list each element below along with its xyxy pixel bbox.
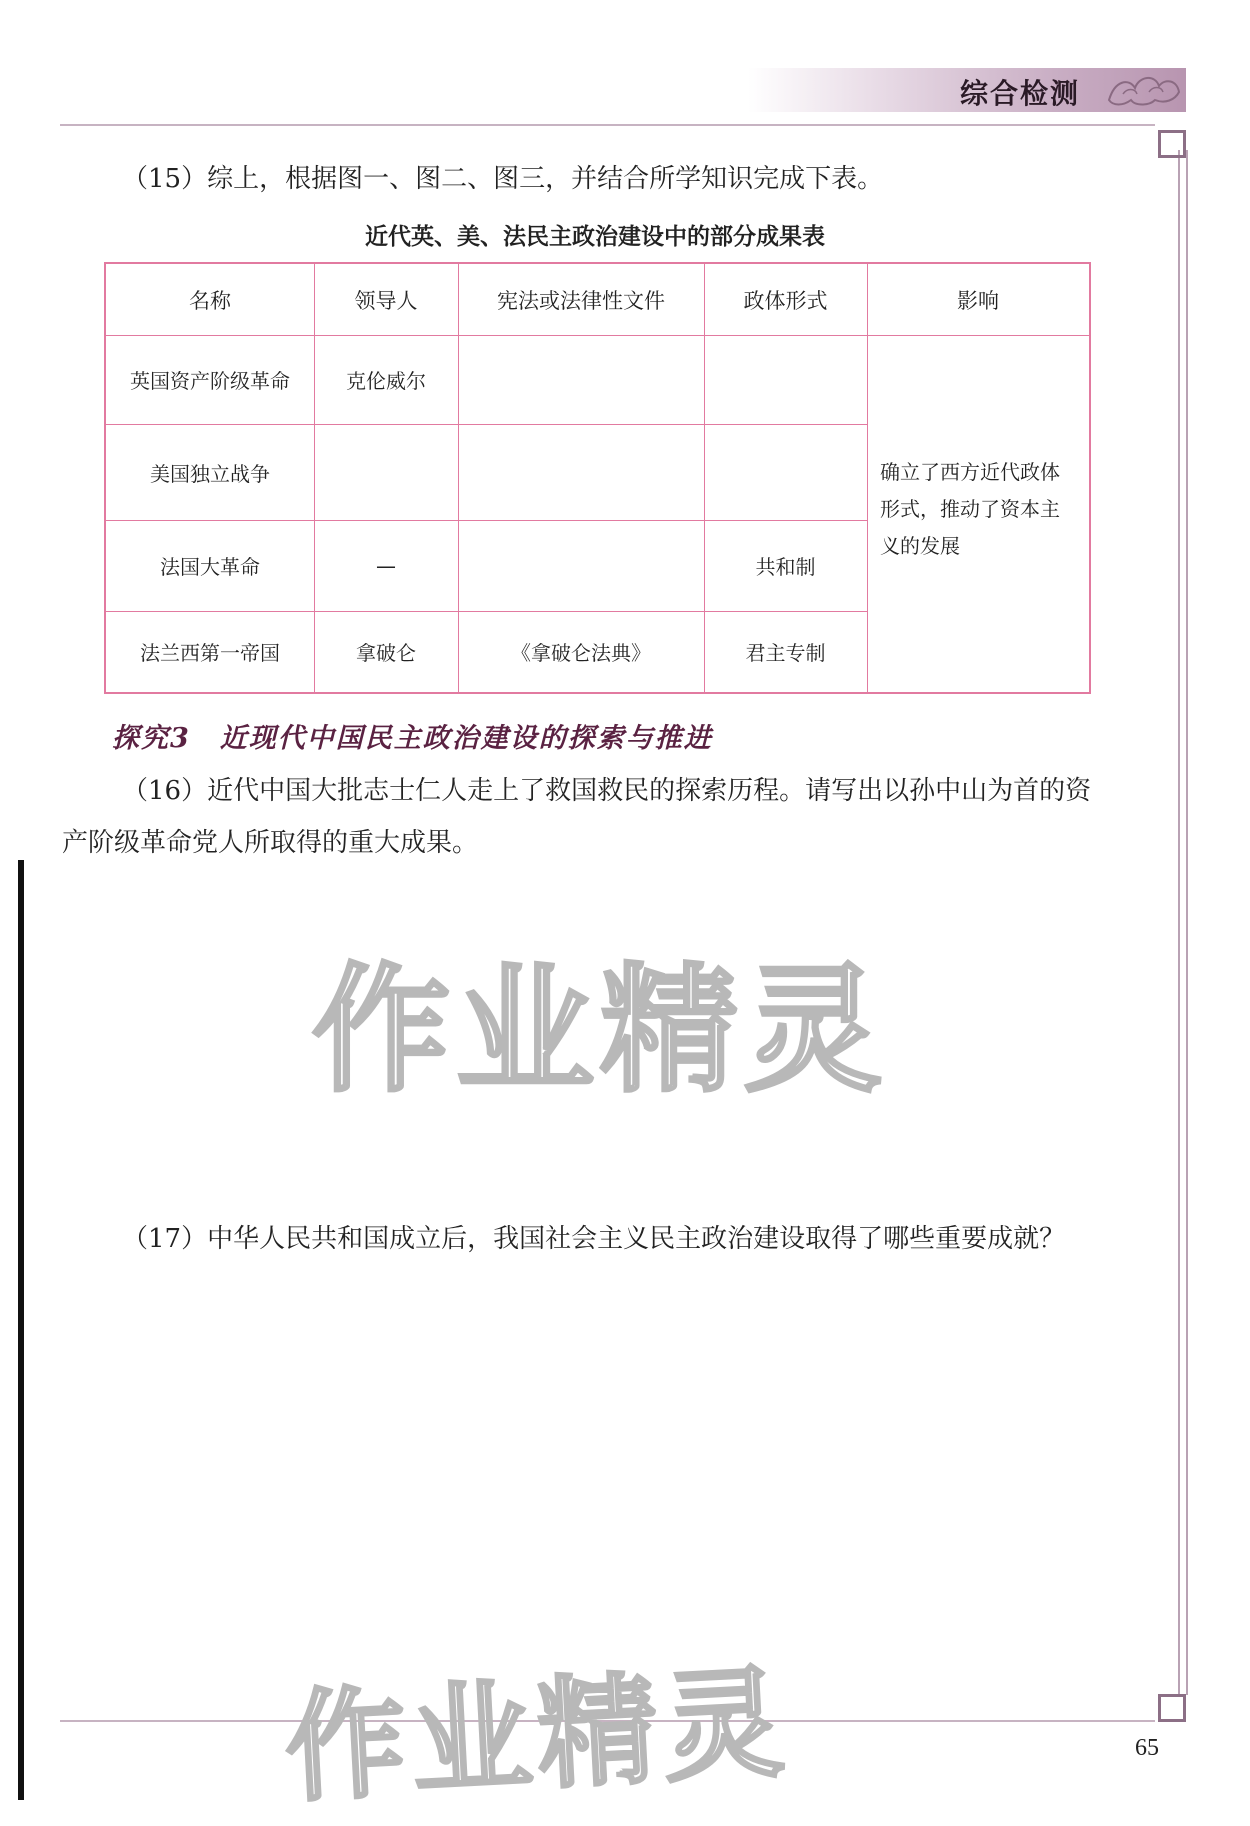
- row-name: 法兰西第一帝国: [140, 641, 280, 665]
- section-3-title: 探究3 近现代中国民主政治建设的探索与推进: [112, 723, 713, 754]
- row-document: [458, 335, 704, 424]
- row-regime: [704, 424, 867, 520]
- row-leader: 拿破仑: [356, 641, 416, 665]
- row-leader: [314, 424, 458, 520]
- row-name: 英国资产阶级革命: [130, 369, 290, 393]
- watermark: 作业精灵: [312, 950, 889, 1111]
- row-leader: 克伦威尔: [346, 369, 426, 393]
- question-17: （17）中华人民共和国成立后，我国社会主义民主政治建设取得了哪些重要成就？: [122, 1224, 1066, 1254]
- row-regime: 君主专制: [745, 641, 826, 665]
- impact-line: 形式，推动了资本主: [880, 497, 1060, 521]
- row-regime: [704, 335, 867, 424]
- row-regime: 共和制: [755, 555, 816, 579]
- row-document: 《拿破仑法典》: [511, 641, 651, 665]
- frame-right-border: [1178, 150, 1188, 1695]
- header-name: 名称: [189, 288, 231, 313]
- results-table: [104, 262, 1091, 694]
- impact-cell: [880, 454, 1080, 565]
- question-16-line-1: （16）近代中国大批志士仁人走上了救国救民的探索历程。请写出以孙中山为首的资: [122, 776, 1092, 806]
- row-name: 美国独立战争: [150, 461, 270, 486]
- frame-corner-ornament: [1158, 1694, 1186, 1722]
- cloud-ornament-icon: [1105, 70, 1183, 110]
- header-regime: 政体形式: [743, 288, 828, 313]
- watermark: 作业精灵: [282, 1653, 793, 1820]
- page-number: 65: [1135, 1735, 1159, 1761]
- header-document: 宪法或法律性文件: [497, 288, 665, 313]
- question-15: （15）综上，根据图一、图二、图三，并结合所学知识完成下表。: [122, 164, 884, 194]
- impact-line: 义的发展: [880, 534, 960, 558]
- frame-top-line: [60, 124, 1155, 126]
- row-document: [458, 520, 704, 611]
- header-impact: 影响: [957, 288, 999, 313]
- header-title: 综合检测: [960, 77, 1081, 110]
- table-caption: 近代英、美、法民主政治建设中的部分成果表: [365, 224, 825, 250]
- row-name: 法国大革命: [160, 555, 260, 579]
- question-16-line-2: 产阶级革命党人所取得的重大成果。: [62, 828, 479, 858]
- impact-line: 确立了西方近代政体: [880, 460, 1060, 484]
- frame-corner-ornament: [1158, 130, 1186, 158]
- scan-edge-shadow: [18, 860, 24, 1800]
- row-document: [458, 424, 704, 520]
- header-leader: 领导人: [354, 288, 418, 313]
- row-leader: —: [376, 553, 396, 578]
